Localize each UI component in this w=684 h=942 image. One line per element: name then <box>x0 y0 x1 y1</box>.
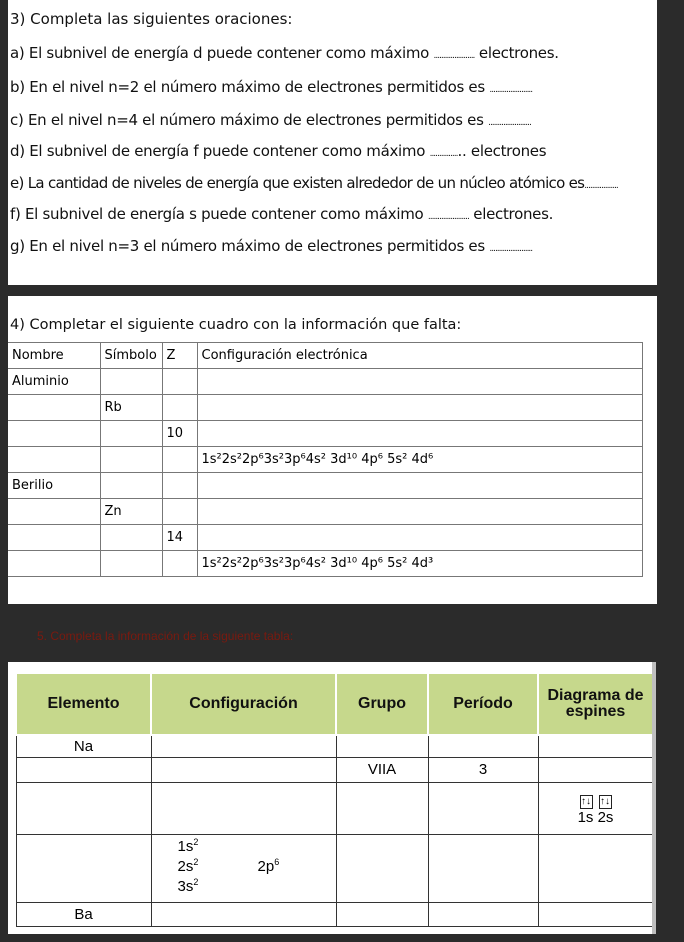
sentence-b: b) En el nivel n=2 el número máximo de electrones permitidos es ....................... <box>10 78 533 96</box>
cell-simbolo[interactable] <box>100 447 162 473</box>
spin-diagram <box>543 791 649 809</box>
blank[interactable]: ....................... <box>489 85 533 95</box>
cell-nombre[interactable] <box>8 525 100 551</box>
cell-diagrama[interactable] <box>538 834 653 902</box>
cell-z[interactable]: 14 <box>162 525 197 551</box>
header-configuracion: Configuración electrónica <box>197 343 642 369</box>
cell-simbolo[interactable] <box>100 369 162 395</box>
cell-z[interactable]: 10 <box>162 421 197 447</box>
section-5-heading: 5. Completa la información de la siguiente tabla: <box>37 629 294 643</box>
header-z: Z <box>162 343 197 369</box>
config-3s: $3s^2$ <box>177 877 199 895</box>
section-3-panel <box>8 0 657 285</box>
cell-z[interactable] <box>162 395 197 421</box>
blank[interactable]: ...................... <box>433 51 475 61</box>
table-row <box>8 421 642 447</box>
cell-config[interactable] <box>197 421 642 447</box>
table-row <box>8 395 642 421</box>
cell-nombre[interactable]: Berilio <box>8 473 100 499</box>
section-5-panel <box>8 662 656 934</box>
sentence-d: d) El subnivel de energía f puede contener como máximo ................. electrones <box>10 142 547 160</box>
spin-table <box>15 672 654 927</box>
cell-nombre[interactable]: Aluminio <box>8 369 100 395</box>
cell-nombre[interactable] <box>8 551 100 577</box>
cell-grupo[interactable] <box>336 834 428 902</box>
table-row <box>16 834 653 902</box>
header-diagrama: Diagrama de espines <box>538 673 653 735</box>
blank[interactable]: ....................... <box>489 244 533 254</box>
cell-config[interactable] <box>197 525 642 551</box>
header-elemento: Elemento <box>16 673 151 735</box>
cell-config[interactable] <box>197 499 642 525</box>
table-row <box>8 525 642 551</box>
table-row <box>16 757 653 782</box>
cell-configuracion[interactable] <box>151 735 336 757</box>
configuration-block <box>156 835 326 901</box>
cell-configuracion[interactable] <box>151 902 336 926</box>
header-grupo: Grupo <box>336 673 428 735</box>
element-table <box>8 342 643 577</box>
table-row <box>16 902 653 926</box>
header-configuracion: Configuración <box>151 673 336 735</box>
cell-simbolo[interactable]: Zn <box>100 499 162 525</box>
cell-config[interactable]: 1s²2s²2p⁶3s²3p⁶4s² 3d¹⁰ 4p⁶ 5s² 4d³ <box>197 551 642 577</box>
header-nombre: Nombre <box>8 343 100 369</box>
cell-nombre[interactable] <box>8 447 100 473</box>
table-row <box>8 551 642 577</box>
table-row <box>8 499 642 525</box>
blank[interactable]: .................. <box>584 181 618 191</box>
orbital-labels: 1s 2s <box>577 808 614 826</box>
cell-grupo[interactable]: VIIA <box>336 757 428 782</box>
cell-config[interactable]: 1s²2s²2p⁶3s²3p⁶4s² 3d¹⁰ 4p⁶ 5s² 4d⁶ <box>197 447 642 473</box>
sentence-c: c) En el nivel n=4 el número máximo de electrones permitidos es ....................... <box>10 111 531 129</box>
cell-z[interactable] <box>162 551 197 577</box>
blank[interactable]: ............... <box>429 149 458 159</box>
cell-periodo[interactable] <box>428 834 538 902</box>
table-row <box>8 473 642 499</box>
cell-nombre[interactable] <box>8 499 100 525</box>
cell-elemento[interactable] <box>16 757 151 782</box>
cell-grupo[interactable] <box>336 735 428 757</box>
cell-periodo[interactable] <box>428 782 538 834</box>
table-header-row <box>8 343 642 369</box>
cell-elemento[interactable]: Ba <box>16 902 151 926</box>
cell-nombre[interactable] <box>8 395 100 421</box>
cell-diagrama[interactable] <box>538 782 653 834</box>
cell-nombre[interactable] <box>8 421 100 447</box>
cell-simbolo[interactable] <box>100 473 162 499</box>
cell-simbolo[interactable]: Rb <box>100 395 162 421</box>
table-row <box>16 735 653 757</box>
cell-grupo[interactable] <box>336 902 428 926</box>
sentence-e: e) La cantidad de niveles de energía que existen alrededor de un núcleo atómico es.................. <box>10 174 618 192</box>
config-2p: $2p^6$ <box>257 857 280 875</box>
cell-config[interactable] <box>197 473 642 499</box>
cell-z[interactable] <box>162 499 197 525</box>
section-3-title: 3) Completa las siguientes oraciones: <box>10 10 293 28</box>
section-4-title: 4) Completar el siguiente cuadro con la información que falta: <box>10 317 462 333</box>
cell-configuracion[interactable] <box>151 757 336 782</box>
cell-config[interactable] <box>197 395 642 421</box>
scrollbar[interactable] <box>652 662 656 934</box>
table-header-row <box>16 673 653 735</box>
cell-elemento[interactable]: Na <box>16 735 151 757</box>
cell-diagrama[interactable] <box>538 902 653 926</box>
cell-configuracion[interactable] <box>151 782 336 834</box>
cell-configuracion[interactable] <box>151 834 336 902</box>
cell-periodo[interactable]: 3 <box>428 757 538 782</box>
config-1s: $1s^2$ <box>177 837 199 855</box>
orbital-box-2s: ↑↓ <box>600 795 610 807</box>
cell-simbolo[interactable] <box>100 421 162 447</box>
cell-periodo[interactable] <box>428 735 538 757</box>
blank[interactable]: ...................... <box>427 212 469 222</box>
cell-z[interactable] <box>162 369 197 395</box>
section-4-panel <box>8 296 657 604</box>
header-periodo: Período <box>428 673 538 735</box>
sentence-f: f) El subnivel de energía s puede contener como máximo ...................... electrones. <box>10 205 554 223</box>
cell-grupo[interactable] <box>336 782 428 834</box>
cell-elemento[interactable] <box>16 782 151 834</box>
sentence-g: g) En el nivel n=3 el número máximo de electrones permitidos es ....................... <box>10 237 533 255</box>
sentence-a: a) El subnivel de energía d puede contener como máximo ...................... electrones. <box>10 44 559 62</box>
cell-periodo[interactable] <box>428 902 538 926</box>
cell-z[interactable] <box>162 447 197 473</box>
table-row <box>8 369 642 395</box>
orbital-box-1s: ↑↓ <box>581 795 591 807</box>
cell-config[interactable] <box>197 369 642 395</box>
cell-diagrama[interactable] <box>538 735 653 757</box>
cell-elemento[interactable] <box>16 834 151 902</box>
cell-simbolo[interactable] <box>100 525 162 551</box>
config-2s: $2s^2$ <box>177 857 199 875</box>
cell-diagrama[interactable] <box>538 757 653 782</box>
header-simbolo: Símbolo <box>100 343 162 369</box>
table-row <box>16 782 653 834</box>
blank[interactable]: ....................... <box>488 118 531 128</box>
cell-z[interactable] <box>162 473 197 499</box>
table-row <box>8 447 642 473</box>
cell-simbolo[interactable] <box>100 551 162 577</box>
